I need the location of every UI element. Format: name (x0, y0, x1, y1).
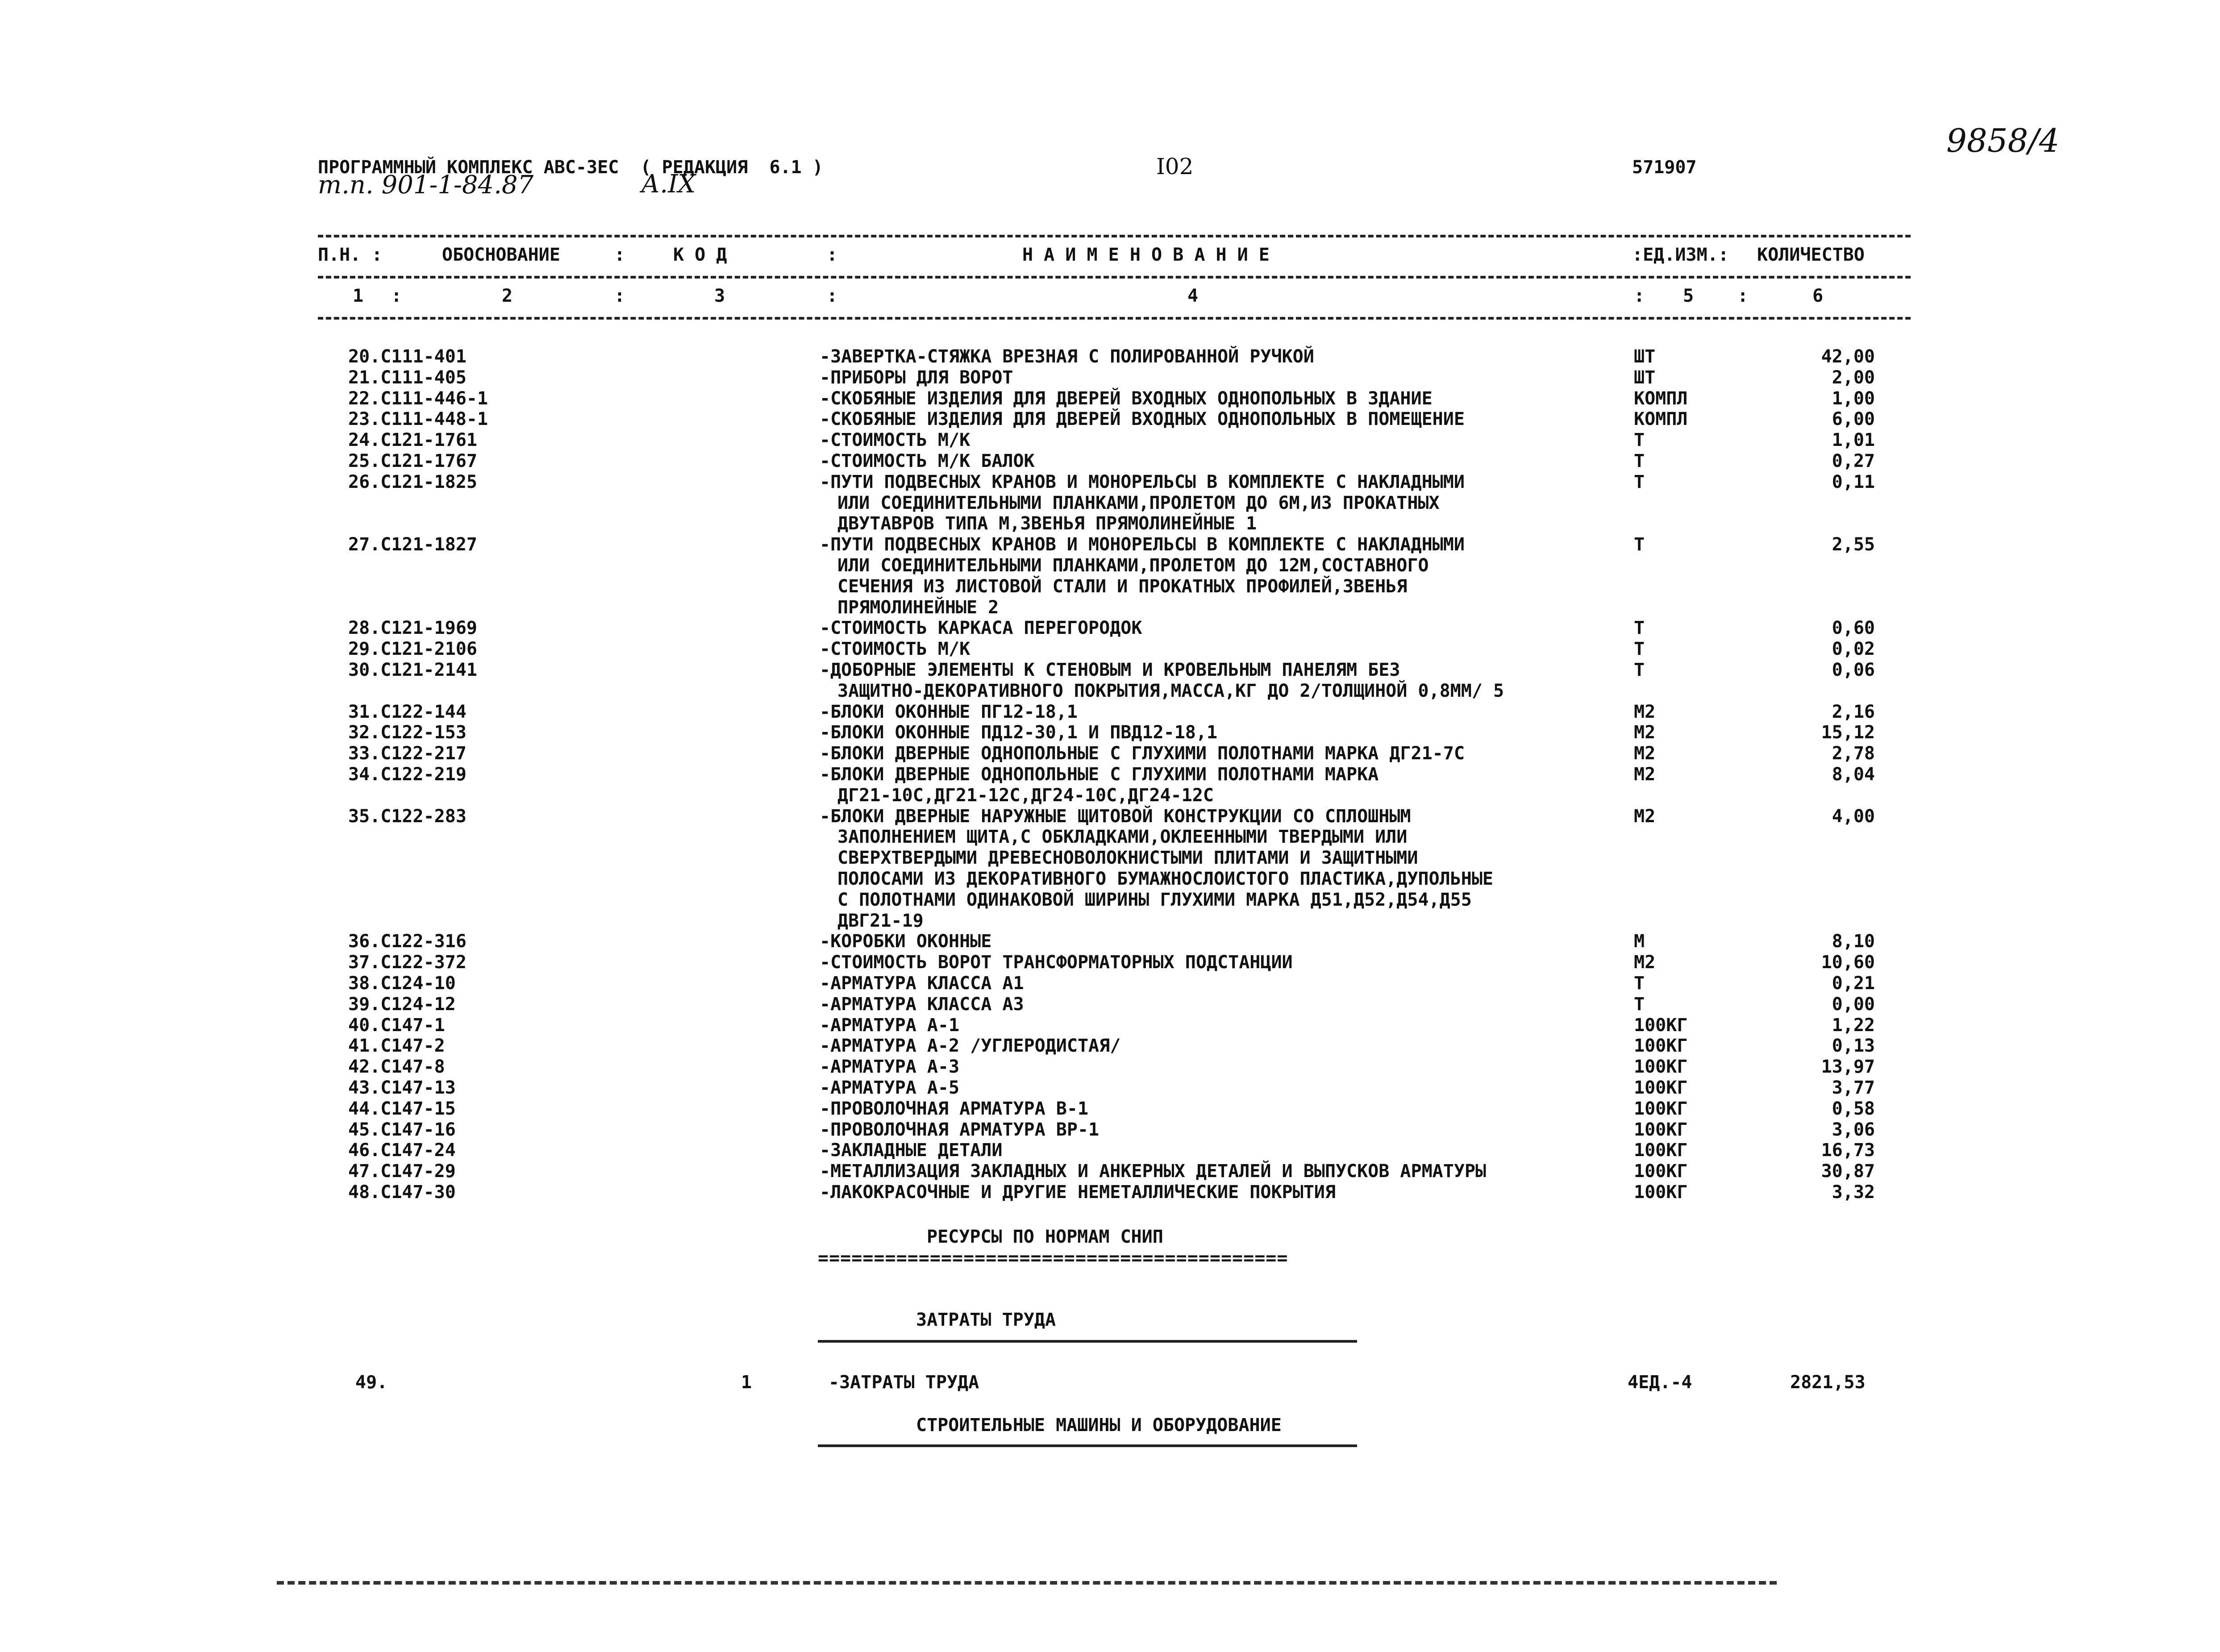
row-reference: 22.С111-446-1 (348, 388, 488, 409)
col-number-5: 5 (1683, 286, 1694, 306)
row-unit: Т (1634, 471, 1645, 492)
header-bottom-rule (318, 317, 1911, 320)
row-reference: 24.С121-1761 (348, 430, 477, 451)
row-unit: 100КГ (1634, 1036, 1688, 1057)
row-quantity: 3,32 (1832, 1182, 1875, 1203)
row-quantity: 0,02 (1832, 639, 1875, 660)
row-quantity: 0,06 (1832, 660, 1875, 680)
header-mid-rule (318, 276, 1911, 279)
bottom-dashed-line (277, 1581, 1777, 1585)
row-unit: ШТ (1634, 346, 1656, 367)
table-row (0, 660, 2220, 702)
col-header-sep: : (827, 245, 838, 265)
program-title: ПРОГРАММНЫЙ КОМПЛЕКС АВС-3ЕС ( РЕДАКЦИЯ 6.1 ) (318, 157, 823, 178)
table-row (0, 472, 2220, 534)
row-quantity: 0,13 (1832, 1036, 1875, 1057)
row-name-continuation: СВЕРХТВЕРДЫМИ ДРЕВЕСНОВОЛОКНИСТЫМИ ПЛИТАМИ И ЗАЩИТНЫМИ (837, 848, 1418, 869)
column-numbers (0, 286, 2220, 306)
row-quantity: 0,58 (1832, 1098, 1875, 1119)
table-row (0, 1057, 2220, 1078)
table-row (0, 931, 2220, 952)
table-row (0, 534, 2220, 618)
row-reference: 39.С124-12 (348, 994, 456, 1015)
row-quantity: 1,00 (1832, 388, 1875, 409)
col-number-6: 6 (1812, 286, 1824, 306)
row-quantity: 0,00 (1832, 994, 1875, 1015)
table-row (0, 994, 2220, 1015)
row-unit: М2 (1634, 952, 1656, 973)
row-quantity: 10,60 (1821, 952, 1875, 973)
row-unit: Т (1634, 451, 1645, 471)
table-row (0, 1036, 2220, 1057)
row-name: -АРМАТУРА КЛАССА А3 (820, 994, 1024, 1015)
row-unit: КОМПЛ (1634, 388, 1688, 409)
row-unit: 100КГ (1634, 1015, 1688, 1036)
row-quantity: 1,22 (1832, 1015, 1875, 1036)
row-unit: 100КГ (1634, 1140, 1688, 1161)
table-row (0, 973, 2220, 994)
row-reference: 45.С147-16 (348, 1119, 456, 1140)
row-unit: 100КГ (1634, 1098, 1688, 1119)
row-name: -АРМАТУРА А-2 /УГЛЕРОДИСТАЯ/ (820, 1036, 1121, 1057)
row-unit: 100КГ (1634, 1182, 1688, 1203)
row-reference: 20.С111-401 (348, 346, 466, 367)
row-name-continuation: ЗАЩИТНО-ДЕКОРАТИВНОГО ПОКРЫТИЯ,МАССА,КГ ДО 2/ТОЛЩИНОЙ 0,8ММ/ 5 (837, 680, 1504, 701)
row-quantity: 2,00 (1832, 367, 1875, 388)
row-unit: Т (1634, 994, 1645, 1015)
col-header-name: Н А И М Е Н О В А Н И Е (1022, 245, 1270, 265)
row-name: -СТОИМОСТЬ КАРКАСА ПЕРЕГОРОДОК (820, 618, 1142, 639)
table-row (0, 1078, 2220, 1099)
row-unit: М2 (1634, 722, 1656, 743)
row-name-continuation: ПОЛОСАМИ ИЗ ДЕКОРАТИВНОГО БУМАЖНОСЛОИСТОГО ПЛАСТИКА,ДУПОЛЬНЫЕ (837, 868, 1494, 889)
table-row (0, 952, 2220, 973)
row-name: -БЛОКИ ДВЕРНЫЕ ОДНОПОЛЬНЫЕ С ГЛУХИМИ ПОЛОТНАМИ МАРКА ДГ21-7С (820, 743, 1465, 764)
labor-row-quantity: 2821,53 (1790, 1372, 1866, 1393)
row-name-continuation: ПРЯМОЛИНЕЙНЫЕ 2 (837, 597, 999, 618)
row-unit: Т (1634, 973, 1645, 994)
col-number-3: 3 (714, 286, 725, 306)
col-number-4: 4 (1187, 286, 1199, 306)
table-row (0, 388, 2220, 409)
labor-row-number: 49. (355, 1372, 388, 1393)
table-row (0, 1119, 2220, 1140)
table-row (0, 1099, 2220, 1119)
handwritten-project-number: т.п. 901-1-84.87 (318, 171, 534, 200)
row-reference: 41.С147-2 (348, 1036, 445, 1057)
row-name: -АРМАТУРА КЛАССА А1 (820, 973, 1024, 994)
row-name: -МЕТАЛЛИЗАЦИЯ ЗАКЛАДНЫХ И АНКЕРНЫХ ДЕТАЛЕЙ И ВЫПУСКОВ АРМАТУРЫ (820, 1161, 1487, 1182)
row-name: -ПРОВОЛОЧНАЯ АРМАТУРА В-1 (820, 1098, 1089, 1119)
row-unit: КОМПЛ (1634, 409, 1688, 430)
row-name: -АРМАТУРА А-1 (820, 1015, 960, 1036)
labor-row-name: -ЗАТРАТЫ ТРУДА (829, 1372, 979, 1393)
row-unit: Т (1634, 618, 1645, 639)
table-row (0, 743, 2220, 764)
row-quantity: 4,00 (1832, 806, 1875, 827)
row-unit: М2 (1634, 743, 1656, 764)
col-header-code: К О Д (673, 245, 727, 265)
row-unit: Т (1634, 430, 1645, 451)
row-quantity: 3,77 (1832, 1078, 1875, 1098)
row-name: -КОРОБКИ ОКОННЫЕ (820, 931, 992, 952)
col-header-pn: П.Н. : (318, 245, 383, 265)
table-row (0, 1015, 2220, 1036)
row-reference: 23.С111-448-1 (348, 409, 488, 430)
col-number-sep: : (614, 286, 625, 306)
row-unit: М2 (1634, 764, 1656, 785)
labor-row (0, 1372, 2220, 1393)
row-name-continuation: ИЛИ СОЕДИНИТЕЛЬНЫМИ ПЛАНКАМИ,ПРОЛЕТОМ ДО 12М,СОСТАВНОГО (837, 555, 1429, 576)
row-quantity: 2,78 (1832, 743, 1875, 764)
row-name: -БЛОКИ ДВЕРНЫЕ НАРУЖНЫЕ ЩИТОВОЙ КОНСТРУКЦИИ СО СПЛОШНЫМ (820, 806, 1411, 827)
row-name: -ЗАВЕРТКА-СТЯЖКА ВРЕЗНАЯ С ПОЛИРОВАННОЙ РУЧКОЙ (820, 346, 1314, 367)
row-name-continuation: ДВГ21-19 (837, 910, 924, 931)
row-unit: М2 (1634, 806, 1656, 827)
row-name-continuation: ИЛИ СОЕДИНИТЕЛЬНЫМИ ПЛАНКАМИ,ПРОЛЕТОМ ДО 6М,ИЗ ПРОКАТНЫХ (837, 492, 1440, 513)
row-name: -СКОБЯНЫЕ ИЗДЕЛИЯ ДЛЯ ДВЕРЕЙ ВХОДНЫХ ОДНОПОЛЬНЫХ В ПОМЕЩЕНИЕ (820, 409, 1465, 430)
row-reference: 27.С121-1827 (348, 534, 477, 555)
row-name: -СТОИМОСТЬ М/К (820, 430, 970, 451)
row-unit: М2 (1634, 701, 1656, 722)
row-quantity: 16,73 (1821, 1140, 1875, 1161)
row-quantity: 3,06 (1832, 1119, 1875, 1140)
handwritten-archive-number: 9858/4 (1946, 122, 2060, 159)
row-reference: 32.С122-153 (348, 722, 466, 743)
row-name: -СТОИМОСТЬ ВОРОТ ТРАНСФОРМАТОРНЫХ ПОДСТАНЦИИ (820, 952, 1293, 973)
section-rule-labor (818, 1340, 1357, 1343)
row-quantity: 42,00 (1821, 346, 1875, 367)
row-name: -ЗАКЛАДНЫЕ ДЕТАЛИ (820, 1140, 1003, 1161)
table-row (0, 367, 2220, 388)
row-reference: 34.С122-219 (348, 764, 466, 785)
table-row (0, 1182, 2220, 1203)
doc-code: 571907 (1632, 157, 1697, 178)
table-row (0, 618, 2220, 639)
row-name: -ПРОВОЛОЧНАЯ АРМАТУРА ВР-1 (820, 1119, 1100, 1140)
col-header-justification: ОБОСНОВАНИЕ (442, 245, 560, 265)
row-quantity: 6,00 (1832, 409, 1875, 430)
row-reference: 48.С147-30 (348, 1182, 456, 1203)
row-quantity: 2,16 (1832, 701, 1875, 722)
row-reference: 44.С147-15 (348, 1098, 456, 1119)
row-unit: Т (1634, 534, 1645, 555)
labor-row-unit: 4ЕД.-4 (1628, 1372, 1692, 1393)
row-name-continuation: ЗАПОЛНЕНИЕМ ЩИТА,С ОБКЛАДКАМИ,ОКЛЕЕННЫМИ ТВЕРДЫМИ ИЛИ (837, 827, 1408, 848)
row-unit: Т (1634, 639, 1645, 660)
page-number: I02 (1156, 154, 1194, 179)
handwritten-album-number: А.IX (641, 170, 696, 199)
col-number-sep: : (1737, 286, 1749, 306)
row-reference: 31.С122-144 (348, 701, 466, 722)
row-name: -СТОИМОСТЬ М/К (820, 639, 970, 660)
row-quantity: 8,04 (1832, 764, 1875, 785)
row-unit: 100КГ (1634, 1119, 1688, 1140)
row-quantity: 30,87 (1821, 1161, 1875, 1182)
section-title-machines: СТРОИТЕЛЬНЫЕ МАШИНЫ И ОБОРУДОВАНИЕ (916, 1415, 1282, 1436)
table-row (0, 806, 2220, 932)
col-number-1: 1 (353, 286, 364, 306)
row-reference: 35.С122-283 (348, 806, 466, 827)
table-row (0, 702, 2220, 723)
section-rule-machines (818, 1444, 1357, 1447)
header-top-rule (318, 235, 1911, 237)
row-name-continuation: СЕЧЕНИЯ ИЗ ЛИСТОВОЙ СТАЛИ И ПРОКАТНЫХ ПРОФИЛЕЙ,ЗВЕНЬЯ (837, 576, 1408, 597)
row-name: -ПРИБОРЫ ДЛЯ ВОРОТ (820, 367, 1013, 388)
row-name: -БЛОКИ ОКОННЫЕ ПГ12-18,1 (820, 701, 1078, 722)
row-quantity: 2,55 (1832, 534, 1875, 555)
col-number-sep: : (1634, 286, 1645, 306)
row-reference: 26.С121-1825 (348, 471, 477, 492)
row-reference: 25.С121-1767 (348, 451, 477, 471)
row-reference: 42.С147-8 (348, 1057, 445, 1078)
col-number-sep: : (391, 286, 402, 306)
row-name: -ЛАКОКРАСОЧНЫЕ И ДРУГИЕ НЕМЕТАЛЛИЧЕСКИЕ ПОКРЫТИЯ (820, 1182, 1336, 1203)
row-unit: 100КГ (1634, 1161, 1688, 1182)
row-reference: 37.С122-372 (348, 952, 466, 973)
row-reference: 30.С121-2141 (348, 660, 477, 680)
row-reference: 38.С124-10 (348, 973, 456, 994)
table-row (0, 764, 2220, 806)
row-quantity: 0,60 (1832, 618, 1875, 639)
table-row (0, 409, 2220, 430)
table-row (0, 1140, 2220, 1161)
section-title-labor: ЗАТРАТЫ ТРУДА (916, 1310, 1056, 1330)
row-reference: 47.С147-29 (348, 1161, 456, 1182)
col-number-sep: : (827, 286, 838, 306)
row-quantity: 0,27 (1832, 451, 1875, 471)
row-reference: 46.С147-24 (348, 1140, 456, 1161)
row-unit: 100КГ (1634, 1057, 1688, 1078)
row-reference: 29.С121-2106 (348, 639, 477, 660)
row-name: -БЛОКИ ОКОННЫЕ ПД12-30,1 И ПВД12-18,1 (820, 722, 1218, 743)
row-unit: Т (1634, 660, 1645, 680)
row-quantity: 8,10 (1832, 931, 1875, 952)
table-row (0, 1161, 2220, 1182)
row-name: -ДОБОРНЫЕ ЭЛЕМЕНТЫ К СТЕНОВЫМ И КРОВЕЛЬНЫМ ПАНЕЛЯМ БЕЗ (820, 660, 1400, 680)
row-name: -АРМАТУРА А-5 (820, 1078, 960, 1098)
labor-row-code: 1 (741, 1372, 752, 1393)
row-name: -ПУТИ ПОДВЕСНЫХ КРАНОВ И МОНОРЕЛЬСЫ В КОМПЛЕКТЕ С НАКЛАДНЫМИ (820, 471, 1465, 492)
table-row (0, 430, 2220, 451)
table-row (0, 722, 2220, 743)
row-unit: М (1634, 931, 1645, 952)
row-unit: ШТ (1634, 367, 1656, 388)
row-reference: 43.С147-13 (348, 1078, 456, 1098)
table-row (0, 639, 2220, 660)
row-reference: 21.С111-405 (348, 367, 466, 388)
row-name: -АРМАТУРА А-3 (820, 1057, 960, 1078)
table-header (0, 245, 2220, 265)
col-header-quantity: КОЛИЧЕСТВО (1757, 245, 1865, 265)
row-quantity: 1,01 (1832, 430, 1875, 451)
col-number-2: 2 (502, 286, 513, 306)
section-title-resources: РЕСУРСЫ ПО НОРМАМ СНИП (927, 1227, 1163, 1247)
row-name: -ПУТИ ПОДВЕСНЫХ КРАНОВ И МОНОРЕЛЬСЫ В КОМПЛЕКТЕ С НАКЛАДНЫМИ (820, 534, 1465, 555)
row-quantity: 0,11 (1832, 471, 1875, 492)
row-quantity: 13,97 (1821, 1057, 1875, 1078)
row-name-continuation: ДГ21-10С,ДГ21-12С,ДГ24-10С,ДГ24-12С (837, 785, 1214, 806)
table-row (0, 346, 2220, 367)
row-name-continuation: ДВУТАВРОВ ТИПА М,ЗВЕНЬЯ ПРЯМОЛИНЕЙНЫЕ 1 (837, 513, 1257, 534)
row-reference: 28.С121-1969 (348, 618, 477, 639)
row-name-continuation: С ПОЛОТНАМИ ОДИНАКОВОЙ ШИРИНЫ ГЛУХИМИ МАРКА Д51,Д52,Д54,Д55 (837, 889, 1472, 910)
row-name: -БЛОКИ ДВЕРНЫЕ ОДНОПОЛЬНЫЕ С ГЛУХИМИ ПОЛОТНАМИ МАРКА (820, 764, 1379, 785)
row-reference: 40.С147-1 (348, 1015, 445, 1036)
row-quantity: 15,12 (1821, 722, 1875, 743)
row-reference: 33.С122-217 (348, 743, 466, 764)
row-name: -СКОБЯНЫЕ ИЗДЕЛИЯ ДЛЯ ДВЕРЕЙ ВХОДНЫХ ОДНОПОЛЬНЫХ В ЗДАНИЕ (820, 388, 1433, 409)
section-rule-resources: ========================================== (818, 1248, 1288, 1269)
col-header-sep: : (614, 245, 625, 265)
col-header-unit: :ЕД.ИЗМ.: (1632, 245, 1729, 265)
row-unit: 100КГ (1634, 1078, 1688, 1098)
row-quantity: 0,21 (1832, 973, 1875, 994)
row-reference: 36.С122-316 (348, 931, 466, 952)
table-row (0, 451, 2220, 472)
row-name: -СТОИМОСТЬ М/К БАЛОК (820, 451, 1035, 471)
